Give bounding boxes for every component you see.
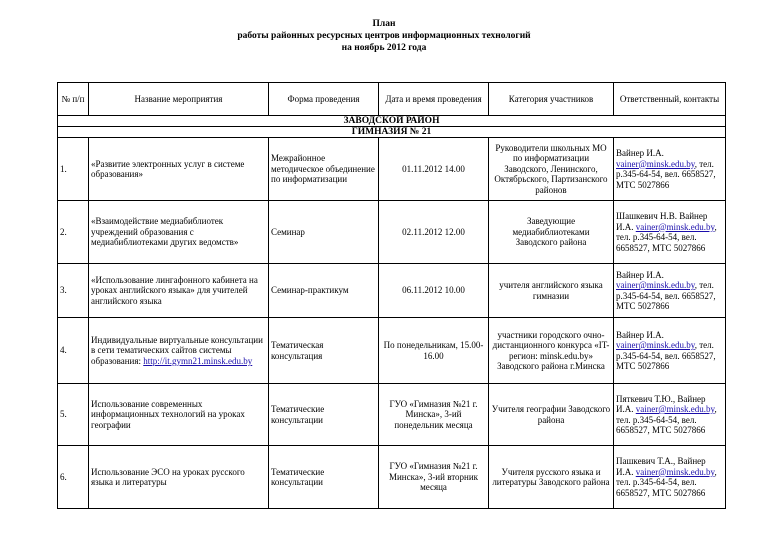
district-label: ЗАВОДСКОЙ РАЙОН (58, 116, 726, 127)
responsible-name: Пяткевич Т.Ю., Вайнер И.А. (616, 393, 706, 414)
title-line-1: План (372, 19, 396, 29)
event-name-text: «Использование лингафонного кабинета на уроках английского языка» для учителей английского языка (91, 274, 258, 306)
event-name (89, 446, 269, 509)
participant-category: Учителя русского языка и литературы Заводского района (489, 446, 614, 509)
row-number: 5. (58, 384, 89, 446)
row-number: 3. (58, 264, 89, 318)
table-row (58, 201, 726, 264)
responsible-phone: , тел. р.345-64-54, вел. 6658527, МТС 5027866 (616, 221, 717, 253)
event-form: Тематические консультации (269, 446, 379, 509)
responsible-contact (614, 138, 726, 201)
responsible-contact (614, 264, 726, 318)
responsible-email[interactable]: vainer@minsk.edu.by (616, 280, 695, 290)
responsible-phone: , тел. р.345-64-54, вел. 6658527, МТС 5027866 (616, 466, 717, 498)
event-name (89, 318, 269, 384)
row-number: 6. (58, 446, 89, 509)
participant-category: Заведующие медиабиблиотеками Заводского района (489, 201, 614, 264)
responsible-email[interactable]: vainer@minsk.edu.by (635, 221, 715, 232)
header-form: Форма проведения (269, 83, 379, 116)
header-num: № п/п (58, 83, 89, 116)
participant-category: Учителя географии Заводского района (489, 384, 614, 446)
event-name (89, 138, 269, 201)
event-name (89, 264, 269, 318)
table-row (58, 138, 726, 201)
row-number: 2. (58, 201, 89, 264)
event-date: 06.11.2012 10.00 (379, 264, 489, 318)
title-line-3: на ноябрь 2012 года (341, 43, 427, 53)
table-row (58, 318, 726, 384)
responsible-name: Вайнер И.А. (616, 148, 664, 158)
table-row (58, 264, 726, 318)
title-line-2: работы районных ресурсных центров информационных технологий (237, 31, 531, 41)
event-name-text: Индивидуальные виртуальные консультации в сети тематических сайтов системы образования: (91, 334, 263, 366)
event-name (89, 201, 269, 264)
table-row (58, 446, 726, 509)
responsible-email[interactable]: vainer@minsk.edu.by (616, 340, 695, 350)
responsible-contact (614, 384, 726, 446)
participant-category: Руководители школьных МО по информатизации Заводского, Ленинского, Октябрьского, Партизанского районов (489, 138, 614, 201)
event-form: Тематические консультации (269, 384, 379, 446)
event-form: Семинар (269, 201, 379, 264)
responsible-name: Шашкевич Н.В. Вайнер И.А. (616, 211, 708, 232)
event-date: 01.11.2012 14.00 (379, 138, 489, 201)
responsible-contact (614, 201, 726, 264)
event-name-text: Использование ЭСО на уроках русского языка и литературы (91, 466, 245, 487)
table-header-row (58, 83, 726, 116)
district-row (58, 116, 726, 127)
event-name-text: «Взаимодействие медиабиблиотек учреждений образования с медиабиблиотеками других ведомств» (91, 216, 239, 248)
event-date: По понедельникам, 15.00-16.00 (379, 318, 489, 384)
responsible-name: Вайнер И.А. (616, 269, 664, 280)
responsible-name: Пашкевич Т.А., Вайнер И.А. (616, 456, 706, 477)
responsible-email[interactable]: vainer@minsk.edu.by (635, 404, 715, 414)
participant-category: учителя английского языка гимназии (489, 264, 614, 318)
event-form: Семинар-практикум (269, 264, 379, 318)
responsible-contact (614, 446, 726, 509)
school-label: ГИМНАЗИЯ № 21 (58, 127, 726, 138)
header-name: Название мероприятия (89, 83, 269, 116)
responsible-phone: , тел. р.345-64-54, вел. 6658527, МТС 5027866 (616, 280, 716, 311)
responsible-email[interactable]: vainer@minsk.edu.by (616, 158, 695, 169)
row-number: 4. (58, 318, 89, 384)
event-date: ГУО «Гимназия №21 г. Минска», 3-ий понедельник месяца (379, 384, 489, 446)
responsible-phone: , тел. р.345-64-54, вел. 6658527, МТС 5027866 (616, 404, 717, 435)
responsible-email[interactable]: vainer@minsk.edu.by (635, 466, 715, 477)
event-date: ГУО «Гимназия №21 г. Минска», 3-ий вторник месяца (379, 446, 489, 509)
event-name-text: Использование современных информационных технологий на уроках географии (91, 398, 245, 430)
responsible-name: Вайнер И.А. (616, 329, 664, 340)
responsible-phone: , тел. р.345-64-54, вел. 6658527, МТС 5027866 (616, 158, 716, 190)
document-title (0, 0, 768, 53)
event-link[interactable]: http://it.gymn21.minsk.edu.by (143, 355, 253, 366)
event-name (89, 384, 269, 446)
header-category: Категория участников (489, 83, 614, 116)
plan-table (57, 82, 726, 509)
participant-category: участники городского очно-дистанционного конкурса «IT-регион: minsk.edu.by» Заводского района г.Минска (489, 318, 614, 384)
row-number: 1. (58, 138, 89, 201)
event-form: Тематическая консультация (269, 318, 379, 384)
table-row (58, 384, 726, 446)
responsible-contact (614, 318, 726, 384)
event-name-text: «Развитие электронных услуг в системе образования» (91, 158, 245, 179)
school-row (58, 127, 726, 138)
responsible-phone: , тел. р.345-64-54, вел. 6658527, МТС 5027866 (616, 340, 716, 371)
event-date: 02.11.2012 12.00 (379, 201, 489, 264)
event-form: Межрайонное методическое объединение по информатизации (269, 138, 379, 201)
header-responsible: Ответственный, контакты (614, 83, 726, 116)
header-date: Дата и время проведения (379, 83, 489, 116)
